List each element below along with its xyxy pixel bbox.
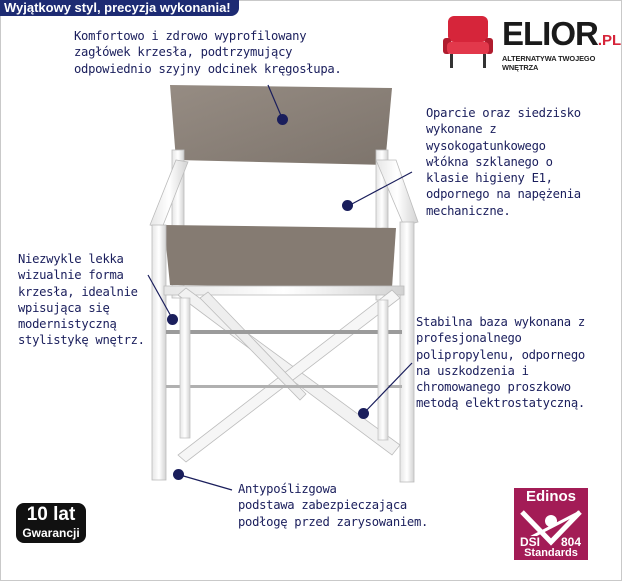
brand-tagline: ALTERNATYWA TWOJEGO WNĘTRZA: [502, 54, 596, 72]
marker-light[interactable]: [167, 314, 178, 325]
backrest-fabric: [170, 85, 392, 165]
callout-feet: Antypoślizgowa podstawa zabezpieczająca podłogę przed zarysowaniem.: [238, 482, 429, 529]
callout-fabric: Oparcie oraz siedzisko wykonane z wysokogatunkowego włókna szklanego o klasie higieny E1, odpornego na napężenia mechaniczne.: [426, 106, 581, 218]
brand-suffix: .PL: [597, 32, 622, 49]
warranty-label: Gwarancji: [22, 526, 80, 540]
seat-rail: [164, 286, 404, 295]
callout-headrest: Komfortowo i zdrowo wyprofilowany zagłówek krzesła, podtrzymujący odpowiednio szyjny odcinek kręgosłupa.: [74, 29, 342, 76]
rear-leg-right: [378, 300, 388, 440]
marker-headrest[interactable]: [277, 114, 288, 125]
front-leg-right: [400, 222, 414, 482]
brand-name: ELIOR.PL: [502, 15, 622, 52]
callout-base: Stabilna baza wykonana z profesjonalnego polipropylenu, odpornego na uszkodzenia i chromowanego proszkowo metodą elektrostatyczną.: [416, 315, 585, 411]
front-leg-left: [152, 225, 166, 480]
edinos-certificate: [514, 488, 588, 560]
leader-feet: [180, 475, 232, 490]
marker-feet[interactable]: [173, 469, 184, 480]
marker-base[interactable]: [358, 408, 369, 419]
promo-banner: Wyjątkowy styl, precyzja wykonania!: [0, 0, 239, 16]
callout-light: Niezwykle lekka wizualnie forma krzesła, idealnie wpisująca się modernistyczną stylistykę wnętrz.: [18, 252, 145, 348]
warranty-badge: [16, 503, 86, 543]
cross-brace-3: [200, 292, 306, 400]
chrome-rod-lower: [166, 385, 402, 388]
certificate-standards: Standards: [524, 547, 578, 559]
certificate-title: Edinos: [514, 488, 588, 506]
warranty-years: 10 lat: [26, 504, 76, 525]
certificate-number: 804: [561, 535, 582, 549]
marker-fabric[interactable]: [342, 200, 353, 211]
rear-leg-left: [180, 298, 190, 438]
certificate-dsi: DSI: [520, 535, 541, 549]
seat-fabric: [164, 225, 396, 288]
chrome-rod: [166, 330, 402, 334]
